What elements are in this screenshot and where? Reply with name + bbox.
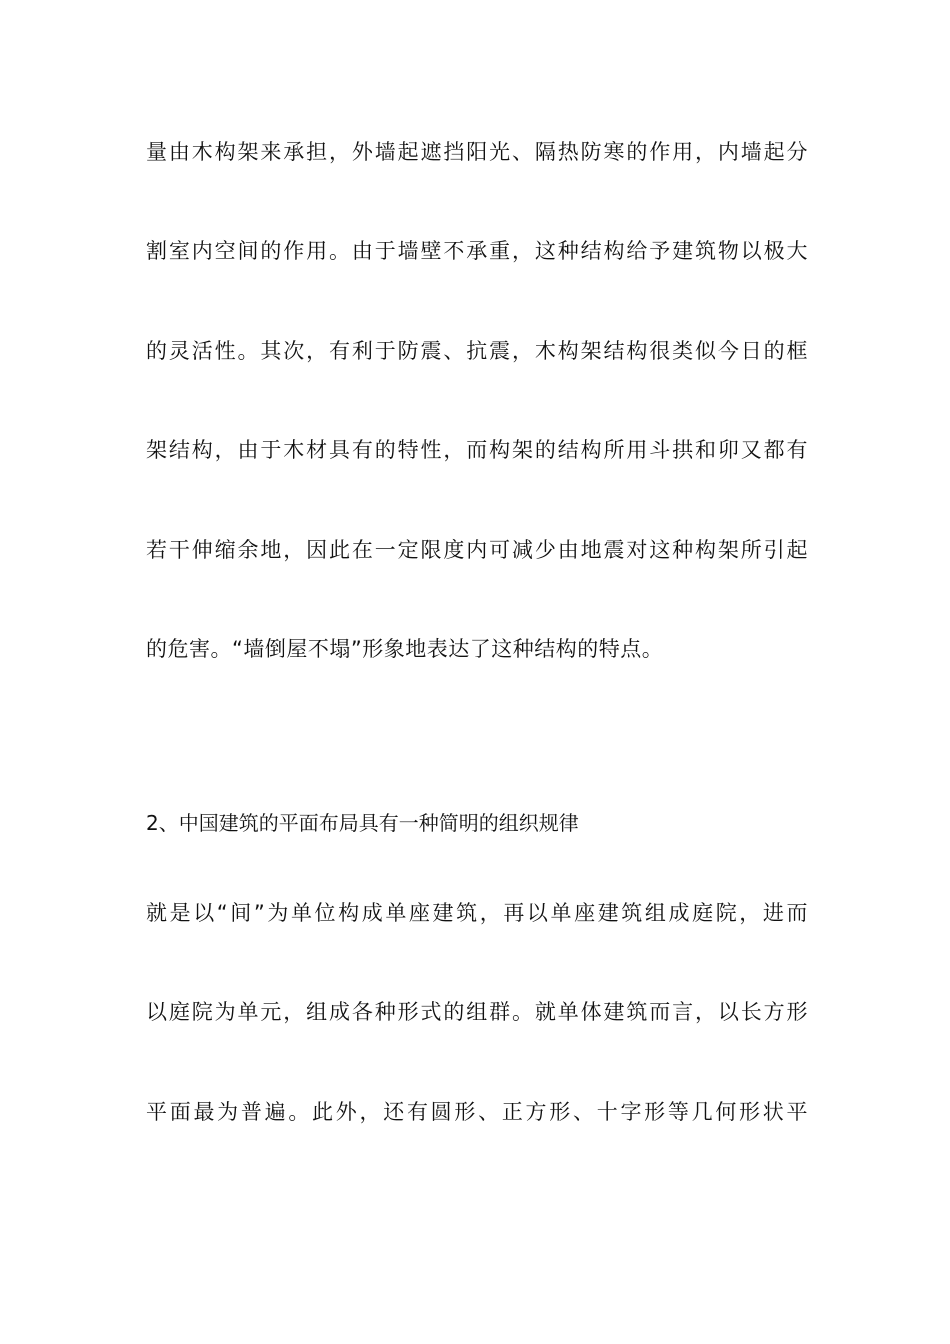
section-heading: 2、中国建筑的平面布局具有一种简明的组织规律 [146, 811, 579, 835]
paragraph-line: 平面最为普遍。此外，还有圆形、正方形、十字形等几何形状平 [146, 1100, 808, 1124]
paragraph-line: 割室内空间的作用。由于墙壁不承重，这种结构给予建筑物以极大 [146, 239, 808, 263]
paragraph-line: 就是以“间”为单位构成单座建筑，再以单座建筑组成庭院，进而 [146, 901, 808, 925]
paragraph-line: 架结构，由于木材具有的特性，而构架的结构所用斗拱和卯又都有 [146, 438, 808, 462]
paragraph-line: 的灵活性。其次，有利于防震、抗震，木构架结构很类似今日的框 [146, 339, 808, 363]
paragraph-line: 若干伸缩余地，因此在一定限度内可减少由地震对这种构架所引起 [146, 538, 808, 562]
paragraph-line: 以庭院为单元，组成各种形式的组群。就单体建筑而言，以长方形 [146, 1000, 808, 1024]
paragraph-line: 的危害。“墙倒屋不塌”形象地表达了这种结构的特点。 [146, 637, 664, 661]
paragraph-line: 量由木构架来承担，外墙起遮挡阳光、隔热防寒的作用，内墙起分 [146, 140, 808, 164]
